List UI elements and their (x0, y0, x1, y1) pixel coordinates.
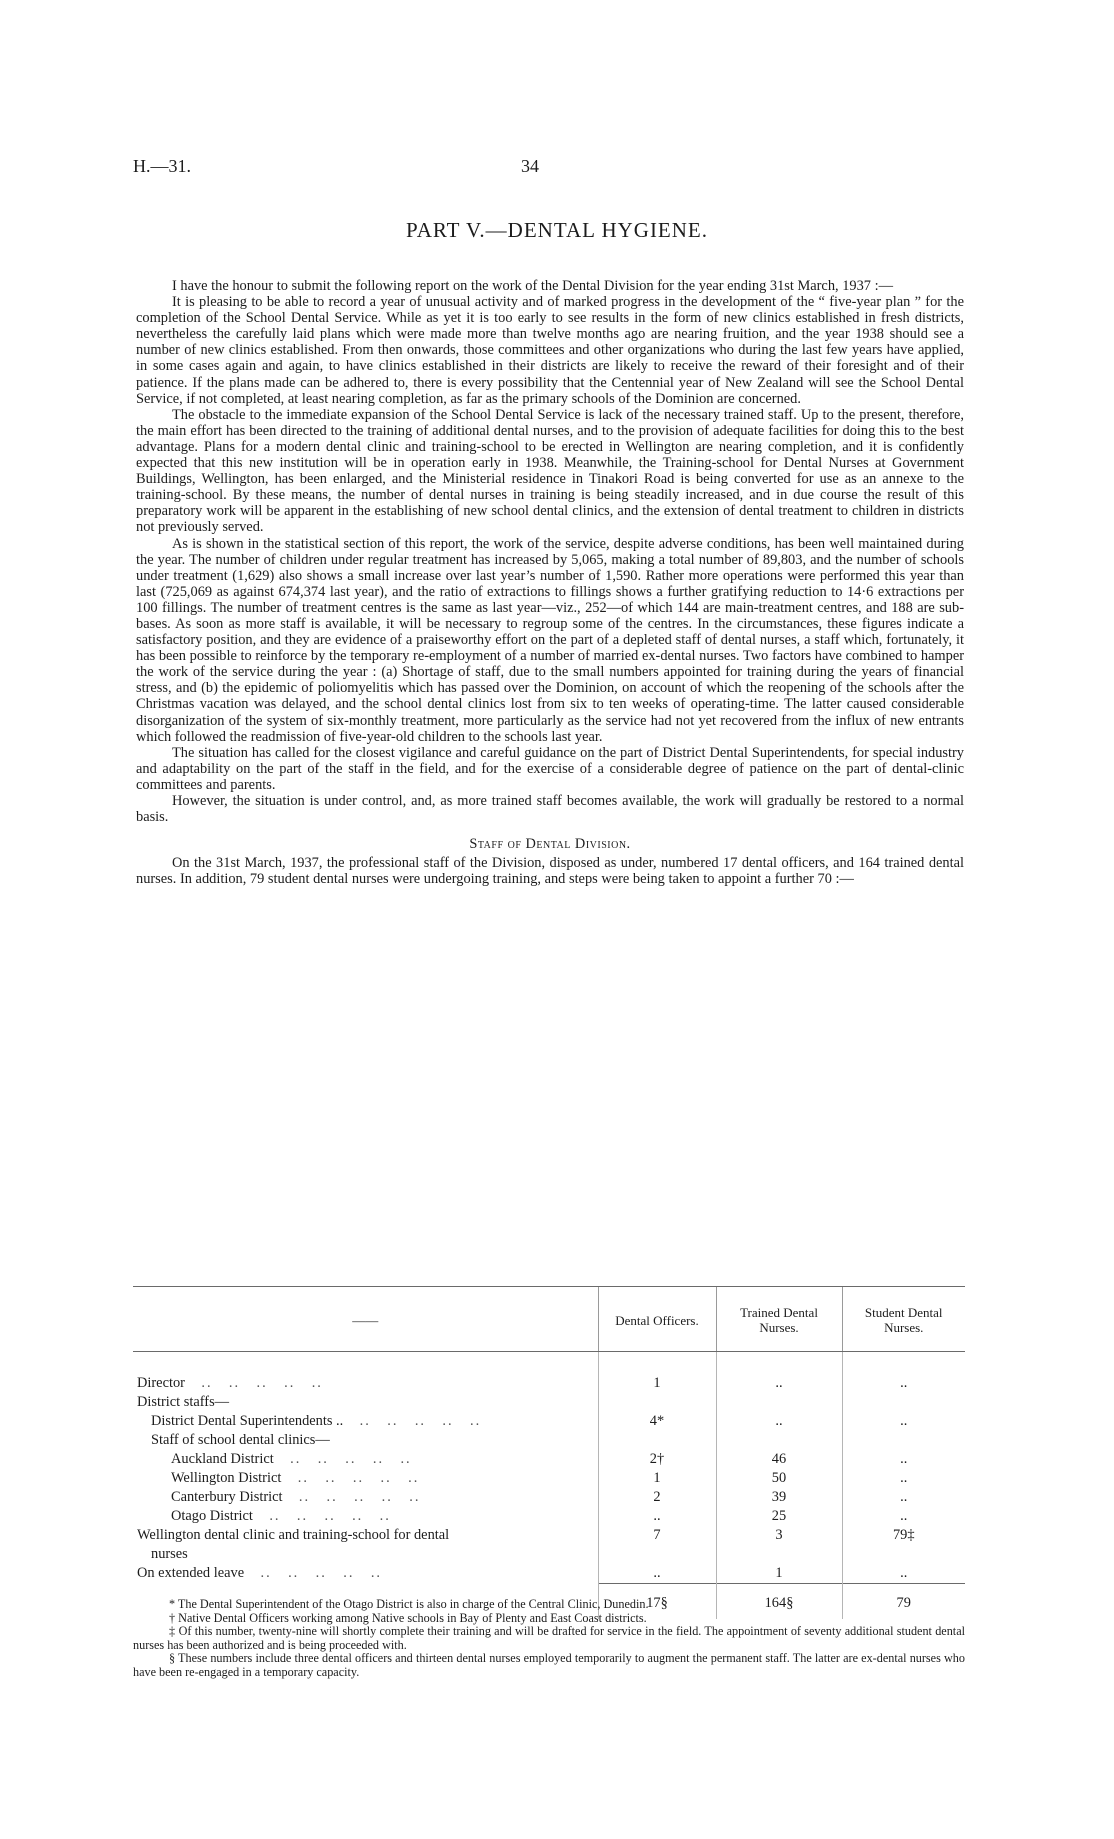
cell-student-dental-nurses (842, 1431, 965, 1450)
leader-dots: .. .. .. .. .. (273, 1451, 412, 1467)
section-heading-staff: Staff of Dental Division. (469, 836, 631, 853)
cell-trained-dental-nurses (716, 1545, 842, 1564)
total-trained-dental-nurses: 164§ (716, 1584, 842, 1620)
paragraph-intro: I have the honour to submit the following report on the work of the Dental Division for the year ending 31st March, 1937 :— (172, 278, 893, 294)
footnote: ‡ Of this number, twenty-nine will shortly complete their training and will be drafted for service in the field. The appointment of seventy additional student dental nurses has been authorized and is being proceeded with. (133, 1624, 965, 1652)
footnote: § These numbers include three dental officers and thirteen dental nurses employed temporarily to augment the permanent staff. The latter are ex-dental nurses who have been re-engaged in a temporary capacity. (133, 1651, 965, 1679)
paragraph-staff-intro: On the 31st March, 1937, the professional staff of the Division, disposed as under, numbered 17 dental officers, and 164 trained dental nurses. In addition, 79 student dental nurses were undergoing training, and steps were being taken to appoint a further 70 :— (136, 855, 964, 888)
table-row (133, 1412, 965, 1431)
report-body (136, 278, 964, 887)
paragraph-statistics: As is shown in the statistical section of this report, the work of the service, despite adverse conditions, has been well maintained during the year. The number of children under regular treatment has increased by 5,065, making a total number of 89,803, and the number of schools under treatment (1,629) also shows a small increase over last year’s number of 1,590. Rather more operations were performed this year than last (725,069 as against 674,374 last year), and the ratio of extractions to fillings shows a further gratifying reduction to 14·6 extractions per 100 fillings. The number of treatment centres is the same as last year—viz., 252—of which 144 are main-treatment centres, and 188 are sub-bases. As soon as more staff is available, it will be necessary to regroup some of the centres. In the circumstances, these figures indicate a satisfactory position, and they are evidence of a praiseworthy effort on the part of a depleted staff of dental nurses, a staff which, fortunately, it has been possible to reinforce by the temporary re-employment of a number of married ex-dental nurses. Two factors have combined to hamper the work of the service during the year : (a) Shortage of staff, due to the small numbers appointed for training during the years of financial stress, and (b) the epidemic of poliomyelitis which has passed over the Dominion, on account of which the reopening of the schools after the Christmas vacation was delayed, and the school dental clinics lost from six to ten weeks of operating-time. The latter caused considerable disorganization of the system of six-monthly treatment, more particularly as the service had not yet recovered from the influx of new entrants which followed the readmission of five-year-old children to the schools last year. (136, 535, 964, 745)
table-row (133, 1564, 965, 1584)
paragraph-under-control: However, the situation is under control, and, as more trained staff becomes available, the work will gradually be restored to a normal basis. (136, 793, 964, 826)
leader-dots: .. .. .. .. .. (252, 1508, 391, 1524)
table-spacer (133, 1352, 965, 1375)
row-label-text: District staffs— (137, 1394, 230, 1410)
leader-dots: .. .. .. .. .. (281, 1470, 420, 1486)
cell-dental-officers: .. (598, 1564, 716, 1584)
row-label-text: Director (137, 1375, 185, 1391)
cell-trained-dental-nurses: 50 (716, 1469, 842, 1488)
leader-dots: .. .. .. .. .. (184, 1375, 323, 1391)
cell-trained-dental-nurses: .. (716, 1374, 842, 1393)
column-header-trained-dental-nurses: Trained Dental Nurses. (716, 1287, 842, 1352)
cell-dental-officers: .. (598, 1507, 716, 1526)
cell-student-dental-nurses: .. (842, 1507, 965, 1526)
footnotes (133, 1598, 965, 1680)
row-label (133, 1450, 598, 1469)
row-label (133, 1393, 598, 1412)
page-number: 34 (521, 156, 539, 176)
page-header (133, 156, 973, 182)
parliamentary-paper-reference: H.—31. (133, 156, 191, 176)
row-label-text: Auckland District (171, 1451, 274, 1467)
leader-dots: .. .. .. .. .. (282, 1489, 421, 1505)
cell-student-dental-nurses: .. (842, 1412, 965, 1431)
footnote: * The Dental Superintendent of the Otago District is also in charge of the Central Clinic, Dunedin. (169, 1597, 649, 1611)
cell-trained-dental-nurses: 3 (716, 1526, 842, 1545)
cell-student-dental-nurses: .. (842, 1564, 965, 1584)
table-row (133, 1469, 965, 1488)
row-label (133, 1374, 598, 1393)
table-row (133, 1545, 965, 1564)
cell-dental-officers (598, 1393, 716, 1412)
table-row (133, 1393, 965, 1412)
cell-trained-dental-nurses: 46 (716, 1450, 842, 1469)
cell-student-dental-nurses: 79‡ (842, 1526, 965, 1545)
cell-student-dental-nurses: .. (842, 1450, 965, 1469)
row-label-text: On extended leave (137, 1565, 245, 1581)
cell-student-dental-nurses: .. (842, 1374, 965, 1393)
row-label (133, 1488, 598, 1507)
row-label (133, 1564, 598, 1584)
row-label (133, 1469, 598, 1488)
table-row (133, 1374, 965, 1393)
part-title: PART V.—DENTAL HYGIENE. (405, 218, 709, 242)
cell-dental-officers: 2† (598, 1450, 716, 1469)
row-label-text: nurses (151, 1546, 188, 1562)
cell-trained-dental-nurses: 39 (716, 1488, 842, 1507)
table-row (133, 1488, 965, 1507)
leader-dots: .. .. .. .. .. (343, 1413, 482, 1429)
staff-table (133, 1286, 965, 1619)
cell-dental-officers: 4* (598, 1412, 716, 1431)
row-label (133, 1431, 598, 1450)
paragraph-five-year-plan: It is pleasing to be able to record a year of unusual activity and of marked progress in the development of the “ five-year plan ” for the completion of the School Dental Service. While as yet it is too early to see results in the form of new clinics established in fresh districts, nevertheless the carefully laid plans which were made more than twelve months ago are nearing fruition, and the year 1938 should see a number of new clinics established. From then onwards, those committees and other organizations who during the last few years have applied, in some cases again and again, to have clinics established in their districts are likely to receive the reward of their foresight and of their patience. If the plans made can be adhered to, there is every possibility that the Centennial year of New Zealand will see the School Dental Service, if not completed, at least nearing completion, as far as the primary schools of the Dominion are concerned. (136, 294, 964, 407)
cell-dental-officers (598, 1431, 716, 1450)
row-label (133, 1545, 598, 1564)
cell-dental-officers: 1 (598, 1374, 716, 1393)
cell-trained-dental-nurses (716, 1431, 842, 1450)
cell-trained-dental-nurses: 1 (716, 1564, 842, 1584)
paragraph-staff-obstacle: The obstacle to the immediate expansion of the School Dental Service is lack of the necessary trained staff. Up to the present, therefore, the main effort has been directed to the training of additional dental nurses, and to the provision of adequate facilities for doing this to the best advantage. Plans for a modern dental clinic and training-school to be erected in Wellington are nearing completion, and it is confidently expected that this new institution will be in operation early in 1938. Meanwhile, the Training-school for Dental Nurses at Government Buildings, Wellington, has been enlarged, and the Ministerial residence in Tinakori Road is being converted for use as an annexe to the training-school. By these means, the number of dental nurses in training is being steadily increased, and in due course the result of this preparatory work will be apparent in the establishing of new school dental clinics, and the extension of dental treatment to children in districts not previously served. (136, 406, 964, 536)
row-label-text: District Dental Superintendents .. (151, 1413, 344, 1429)
cell-trained-dental-nurses: 25 (716, 1507, 842, 1526)
row-label-text: Staff of school dental clinics— (151, 1432, 330, 1448)
footnote: † Native Dental Officers working among Native schools in Bay of Plenty and East Coast districts. (169, 1610, 647, 1625)
column-header-dental-officers: Dental Officers. (598, 1287, 716, 1352)
row-label-text: Wellington dental clinic and training-school for dental (137, 1527, 450, 1543)
table-row (133, 1431, 965, 1450)
row-label-text: Canterbury District (171, 1489, 283, 1505)
cell-student-dental-nurses: .. (842, 1469, 965, 1488)
row-label (133, 1526, 598, 1545)
cell-dental-officers: 2 (598, 1488, 716, 1507)
table-row (133, 1526, 965, 1545)
row-label (133, 1507, 598, 1526)
column-header-label: —— (133, 1287, 598, 1352)
row-label (133, 1412, 598, 1431)
paragraph-situation: The situation has called for the closest vigilance and careful guidance on the part of District Dental Superintendents, for special industry and adaptability on the part of the staff in the field, and for the exercise of a considerable degree of patience on the part of dental-clinic committees and parents. (136, 744, 964, 793)
column-header-student-dental-nurses: Student Dental Nurses. (842, 1287, 965, 1352)
cell-student-dental-nurses (842, 1545, 965, 1564)
cell-student-dental-nurses: .. (842, 1488, 965, 1507)
table-row (133, 1507, 965, 1526)
total-dental-officers: 17§ (598, 1584, 716, 1620)
cell-dental-officers (598, 1545, 716, 1564)
cell-dental-officers: 1 (598, 1469, 716, 1488)
cell-trained-dental-nurses: .. (716, 1412, 842, 1431)
total-student-dental-nurses: 79 (842, 1584, 965, 1620)
row-label-text: Wellington District (171, 1470, 282, 1486)
row-label-text: Otago District (171, 1508, 253, 1524)
leader-dots: .. .. .. .. .. (244, 1565, 383, 1581)
cell-dental-officers: 7 (598, 1526, 716, 1545)
cell-trained-dental-nurses (716, 1393, 842, 1412)
table-row (133, 1450, 965, 1469)
cell-student-dental-nurses (842, 1393, 965, 1412)
staff-table-header-row (133, 1287, 965, 1352)
